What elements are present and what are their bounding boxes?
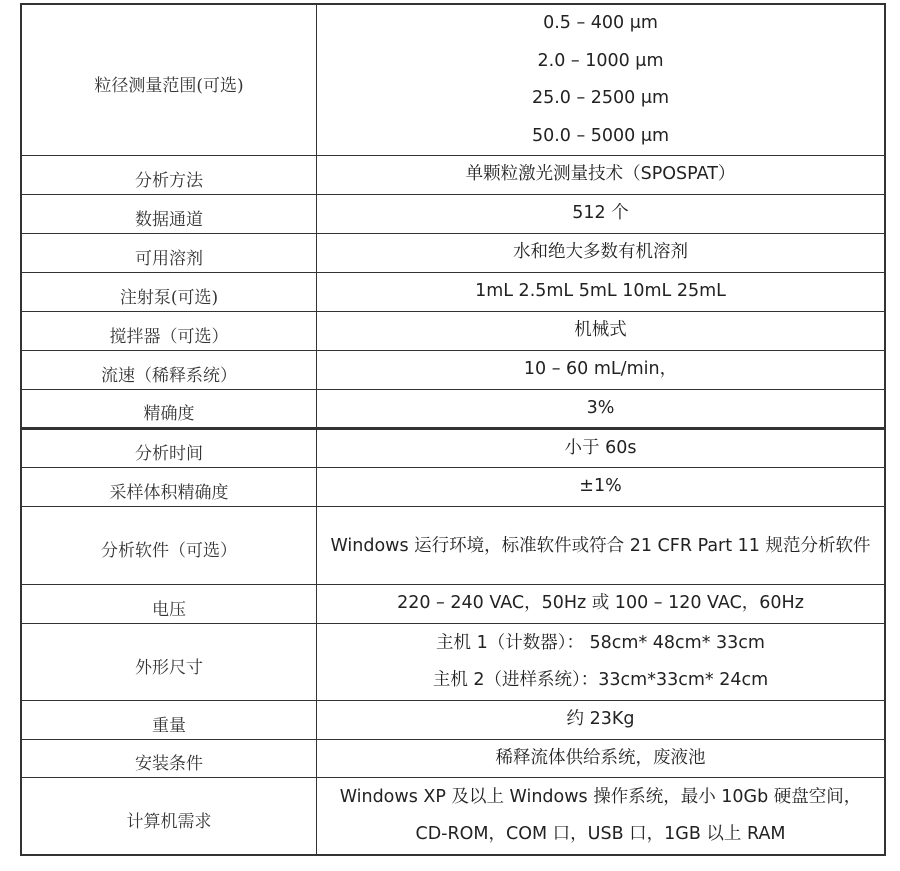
row-label: 粒径测量范围(可选) (22, 5, 317, 155)
row-label: 数据通道 (22, 195, 317, 233)
spec-table (20, 3, 886, 856)
table-row (22, 312, 884, 351)
value-line: 单颗粒激光测量技术（SPOSPAT） (465, 164, 736, 185)
row-label: 分析方法 (22, 156, 317, 194)
value-line: 主机 1（计数器）： 58cm* 48cm* 33cm (436, 632, 765, 653)
row-value (317, 351, 884, 389)
row-label: 外形尺寸 (22, 624, 317, 700)
value-line: ±1% (579, 476, 622, 497)
value-line: Windows XP 及以上 Windows 操作系统，最小 10Gb 硬盘空间， (339, 786, 862, 807)
row-value (317, 312, 884, 350)
value-line: 220 – 240 VAC，50Hz 或 100 – 120 VAC，60Hz (397, 593, 804, 614)
table-row (22, 5, 884, 156)
row-label: 计算机需求 (22, 778, 317, 854)
row-value (317, 156, 884, 194)
row-value (317, 390, 884, 427)
value-line: 水和绝大多数有机溶剂 (513, 242, 688, 263)
row-value (317, 624, 884, 700)
value-line: 50.0 – 5000 μm (531, 125, 670, 146)
value-line: CD-ROM，COM 口，USB 口，1GB 以上 RAM (415, 824, 786, 844)
row-label: 重量 (22, 701, 317, 739)
row-value (317, 468, 884, 506)
row-value (317, 740, 884, 777)
value-line: 512 个 (572, 203, 629, 224)
row-label: 电压 (22, 585, 317, 623)
row-label: 分析软件（可选） (22, 507, 317, 584)
row-value (317, 273, 884, 311)
value-line: 约 23Kg (566, 709, 635, 730)
value-line: 机械式 (574, 320, 627, 341)
value-line: 0.5 – 400 μm (543, 13, 658, 33)
table-row (22, 740, 884, 778)
table-row (22, 701, 884, 740)
table-row (22, 273, 884, 312)
value-line: 1mL 2.5mL 5mL 10mL 25mL (475, 281, 726, 302)
row-label: 精确度 (22, 390, 317, 427)
row-label: 采样体积精确度 (22, 468, 317, 506)
row-label: 安装条件 (22, 740, 317, 777)
table-row (22, 624, 884, 701)
row-value (317, 430, 884, 467)
table-row (22, 195, 884, 234)
row-label: 可用溶剂 (22, 234, 317, 272)
table-row (22, 234, 884, 273)
row-value (317, 778, 884, 854)
value-line: 小于 60s (564, 437, 637, 458)
value-line: 10 – 60 mL/min， (523, 359, 678, 380)
table-row (22, 585, 884, 624)
value-line: 2.0 – 1000 μm (537, 50, 664, 71)
value-line: Windows 运行环境，标准软件或符合 21 CFR Part 11 规范分析软件 (330, 535, 871, 556)
value-line: 3% (586, 397, 615, 418)
table-row (22, 351, 884, 390)
table-row (22, 778, 884, 854)
value-line: 稀释流体供给系统，废液池 (495, 747, 706, 768)
row-value (317, 5, 884, 155)
table-row (22, 468, 884, 507)
value-line: 主机 2（进样系统）：33cm*33cm* 24cm (432, 670, 769, 690)
table-row (22, 428, 884, 468)
table-row (22, 507, 884, 585)
row-label: 分析时间 (22, 430, 317, 467)
row-value (317, 507, 884, 584)
row-label: 流速（稀释系统） (22, 351, 317, 389)
row-value (317, 585, 884, 623)
row-value (317, 701, 884, 739)
row-value (317, 234, 884, 272)
row-label: 注射泵(可选) (22, 273, 317, 311)
row-label: 搅拌器（可选） (22, 312, 317, 350)
value-line: 25.0 – 2500 μm (531, 88, 670, 108)
table-row (22, 390, 884, 428)
row-value (317, 195, 884, 233)
table-row (22, 156, 884, 195)
